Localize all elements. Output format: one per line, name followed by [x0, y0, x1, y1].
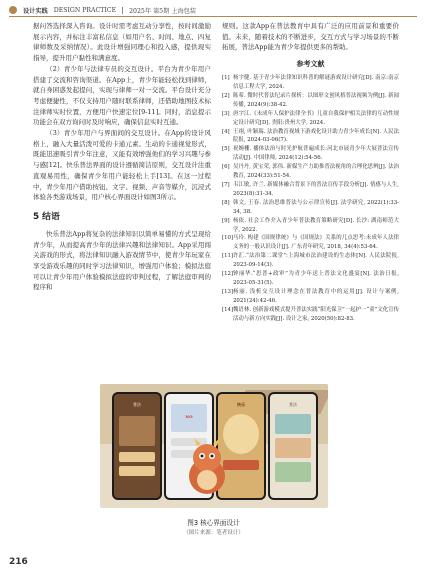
reference-item: [222, 163, 399, 181]
reference-item: [222, 270, 399, 288]
reference-text: 马玲. 构建《国规律统》与《国规法》关系的几点思考:未成年人法律义务的一般认识设计[J]. 广东青年研究, 2018, 34(4):53-64.: [233, 235, 399, 251]
paragraph-interface-interaction: （3）青少年用户与界面间的交互设计。在App的设计风格上，融入大量活泼可爱的卡通元素。生动的卡通视觉形式，既能迅速吸引青少年注意，又能有效增强他们的学习兴趣与参与感[12]。快乐普法界面的设计遵循简洁原则，交互设计注重直观易用性，确保青少年用户能轻松上手[13]。在这一过程中，青少年用户借助按钮、文字、视频、声音等媒介，沉浸式体验各类游戏场景，用户核心界面设计如图3所示。: [33, 129, 211, 202]
reference-item: [222, 199, 399, 217]
reference-number: [5]: [222, 146, 230, 153]
reference-text: 魏语林. 创新游戏模式提升普法实践“阳光保卫”一起护一“童”文化宣传活动与新方向实践[J]. 设计之家, 2020(50):82-83.: [233, 306, 399, 322]
reference-item: [222, 306, 399, 324]
reference-number: [1]: [222, 75, 230, 82]
reference-text: 杨丽. 浅析交互设计理念在普法教育中的运用[J]. 设计与案例, 2021(24):42-46.: [233, 288, 399, 304]
reference-text: 钟丽华.“思普+政审”为青少年送上普法文化盛宴[N]. 法治日报, 2023-05-31(5).: [233, 271, 399, 286]
reference-item: [222, 128, 399, 146]
screen-1-title: 普法: [133, 402, 141, 407]
reference-number: [12]: [222, 271, 234, 278]
journal-name-en: DESIGN PRACTICE: [53, 6, 117, 14]
dragon-mascot-icon: [180, 436, 234, 498]
paragraph-conclusion-continued: 规则。这款App在普法教育中具有广泛的应用前景和重要价值。未来，随着技术的不断进步，交互方式与学习场景的不断拓展，普法App能为青少年提供更多的帮助。: [222, 22, 399, 52]
reference-text: 陈希. 微时代普法纪录片探析：以图形文创风格普法视频为例[J]. 新闻传播, 2024(9):38-42.: [233, 92, 399, 108]
paragraph-continued: 据问答选择深入咨询。设计时需考虑互动分享性，按时间激励展示内容，并标注丰富私信息（如用户名、时间、地点、四复律师数及采纳情况）。此设计增强同理心和投入感，提供现实指导，提升用户黏性和满意度。: [33, 22, 211, 63]
screen-2-title: NO: [185, 414, 193, 419]
reference-number: [11]: [222, 253, 234, 260]
header-rule: [9, 16, 417, 17]
reference-item: [222, 288, 399, 306]
phone-screen-4: [270, 394, 316, 498]
reference-text: 吴丹丹, 黄宝荣, 郭伟. 新媒生产力助推普法视角的合理化思辨[J]. 法治教育, 2024(33):51-54.: [233, 164, 399, 180]
screen-3-title: 快乐: [237, 402, 245, 407]
right-column: [222, 21, 399, 323]
journal-name-cn: 设计实践: [23, 7, 48, 15]
reference-item: [222, 252, 399, 270]
reference-text: 韦江敏, 许兰. 新媒体融合背景下的普法宣传手段分析[J]. 情感与人生, 2023(8):31-34.: [233, 181, 399, 197]
reference-item: [222, 74, 399, 92]
reference-item: [222, 110, 399, 128]
reference-item: [222, 234, 399, 252]
reference-item: [222, 181, 399, 199]
reference-number: [10]: [222, 235, 234, 242]
figure-source: （图片来源：笔者设计）: [183, 530, 244, 536]
figure-core-interface: [100, 384, 328, 508]
issue-info: 2025年 第5期 上海包装: [129, 7, 197, 15]
journal-logo-icon: [9, 6, 17, 14]
reference-number: [8]: [222, 199, 230, 206]
header-divider: [122, 7, 123, 14]
reference-text: 王翊, 叶颖瑞. 法治教育视域下游戏化设计助力青少年成长[N]. 人民法院报, 2024-03-06(7).: [233, 128, 399, 144]
running-header: [9, 4, 417, 16]
page-number: 216: [9, 557, 28, 567]
screen-1-button-b: [119, 466, 155, 476]
reference-number: [7]: [222, 181, 230, 188]
paragraph-legal-expert-interaction: （2）青少年与法律专员的交互设计。平台为青少年用户搭建了交流和咨询渠道。在App上，青少年能轻松找到律师，就自身困惑发起提问，实现与律师一对一交流。平台设计充分考虑便捷性，不仅支持用户随时联系律师，还借助地图技术标注律师实时位置，方便用户快速定位[9-11]。同时，消息提示功能会在双方询问时及时响应，确保信息实时互通。: [33, 64, 211, 127]
reference-number: [3]: [222, 110, 230, 117]
screen-1-button-a: [119, 452, 155, 462]
reference-text: 杨宇健. 基于青少年法律知识科普的解谜游戏设计研究[D]. 南京:南京信息工程大学, 2024.: [233, 75, 399, 91]
left-column: [33, 21, 211, 293]
screen-4-card-2: [275, 438, 311, 458]
references-list: [222, 74, 399, 323]
phone-screen-1: [114, 394, 160, 498]
phone-mockup-1: [112, 392, 162, 500]
reference-number: [14]: [222, 306, 234, 313]
reference-text: 杨依. 社会工作介入青少年普法教育策略研究[D]. 长沙: 湖南师范大学, 2022.: [233, 217, 399, 233]
reference-text: 祝婉栅. 播体法治与时光护航普遍成长:河北市展青少年大展普法宣传活动[J]. 中国律师, 2024(12):54-56.: [233, 146, 399, 162]
screen-4-card-1: [275, 414, 311, 434]
reference-number: [13]: [222, 288, 234, 295]
reference-text: 许汇.“法治第二课堂”:上海城市法治建设的生态体[N]. 人民法院报, 2023-09-14(3).: [233, 253, 399, 269]
reference-number: [2]: [222, 92, 230, 99]
reference-number: [9]: [222, 217, 230, 224]
phone-mockup-4: [268, 392, 318, 500]
reference-number: [4]: [222, 128, 230, 135]
reference-item: [222, 92, 399, 110]
references-title: 参考文献: [296, 60, 325, 69]
paragraph-conclusion: 快乐普法App将复杂的法律知识以简单易懂的方式呈现给青少年，从而提高青少年的法律兴趣和法律知识。App采用闯关游戏的形式，将法律知识融入游戏情节中，使青少年玩家在享受游戏乐趣的同时学习法律知识，增强用户体验；模拟法庭可以让青少年用户体验模拟法庭的审判过程，了解法庭审判的程序和: [33, 229, 211, 292]
reference-item: [222, 145, 399, 163]
reference-text: 韩文, 王春. 法治思维普法与公示律宣传[J]. 法学研究, 2022(1):33-34, 38.: [233, 199, 399, 215]
screen-4-card-3: [275, 462, 311, 482]
reference-number: [6]: [222, 164, 230, 171]
reference-item: [222, 217, 399, 235]
reference-text: 唐宇江.《未成年人保护法律全书》儿童自我保护相关法律的互动性规定设计研究[D]. 贵阳:贵州大学, 2024.: [233, 110, 399, 126]
screen-1-scene: [119, 416, 155, 446]
figure-caption: 图3 核心界面设计: [187, 519, 240, 527]
section-title-conclusion: 5 结语: [33, 211, 60, 222]
screen-4-title: 普法: [289, 402, 297, 407]
